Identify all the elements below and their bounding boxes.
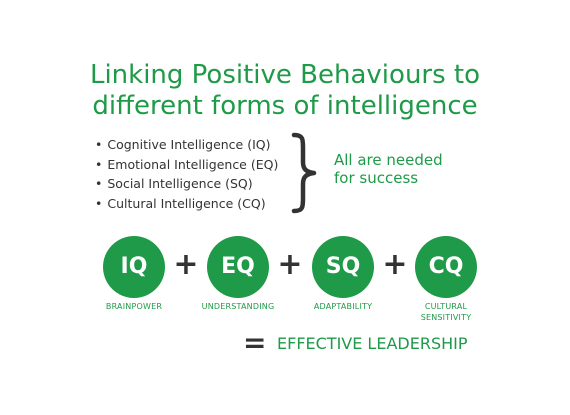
- cq-circle: CQ: [415, 236, 477, 298]
- list-item: [95, 194, 278, 214]
- conclusion-text: [334, 151, 443, 187]
- eq-circle: EQ: [207, 236, 269, 298]
- list-item-label: Cognitive Intelligence (IQ): [107, 137, 271, 152]
- bullet-icon: •: [95, 176, 103, 191]
- plus-icon: +: [277, 247, 303, 282]
- list-item: [95, 155, 278, 175]
- sq-circle: SQ: [312, 236, 374, 298]
- equals-icon: =: [243, 326, 267, 359]
- title-line-1: Linking Positive Behaviours to: [89, 60, 481, 90]
- caption-line-1: BRAINPOWER: [105, 302, 163, 311]
- list-item: [95, 135, 278, 155]
- bullet-icon: •: [95, 156, 103, 172]
- cq-caption: [386, 301, 506, 323]
- bullet-icon: •: [95, 137, 103, 152]
- caption-line-2: SENSITIVITY: [420, 313, 472, 322]
- plus-icon: +: [173, 247, 199, 282]
- intelligence-list: [95, 135, 278, 213]
- bullet-icon: •: [95, 195, 103, 211]
- iq-caption: [74, 301, 194, 312]
- list-item-label: Cultural Intelligence (CQ): [107, 195, 266, 211]
- caption-line-1: UNDERSTANDING: [201, 302, 275, 311]
- iq-circle: IQ: [103, 236, 165, 298]
- conclusion-line-2: for success: [334, 169, 419, 187]
- conclusion-line-1: All are needed: [334, 151, 443, 169]
- list-item: [95, 174, 278, 194]
- caption-line-1: ADAPTABILITY: [313, 302, 373, 311]
- list-item-label: Social Intelligence (SQ): [107, 176, 253, 191]
- title-line-2: different forms of intelligence: [92, 91, 478, 121]
- list-item-label: Emotional Intelligence (EQ): [107, 156, 279, 172]
- caption-line-1: CULTURAL: [424, 302, 468, 311]
- result-text: EFFECTIVE LEADERSHIP: [277, 334, 468, 353]
- plus-icon: +: [382, 247, 408, 282]
- eq-caption: [178, 301, 298, 312]
- right-curly-brace-icon: [290, 132, 318, 214]
- sq-caption: [283, 301, 403, 312]
